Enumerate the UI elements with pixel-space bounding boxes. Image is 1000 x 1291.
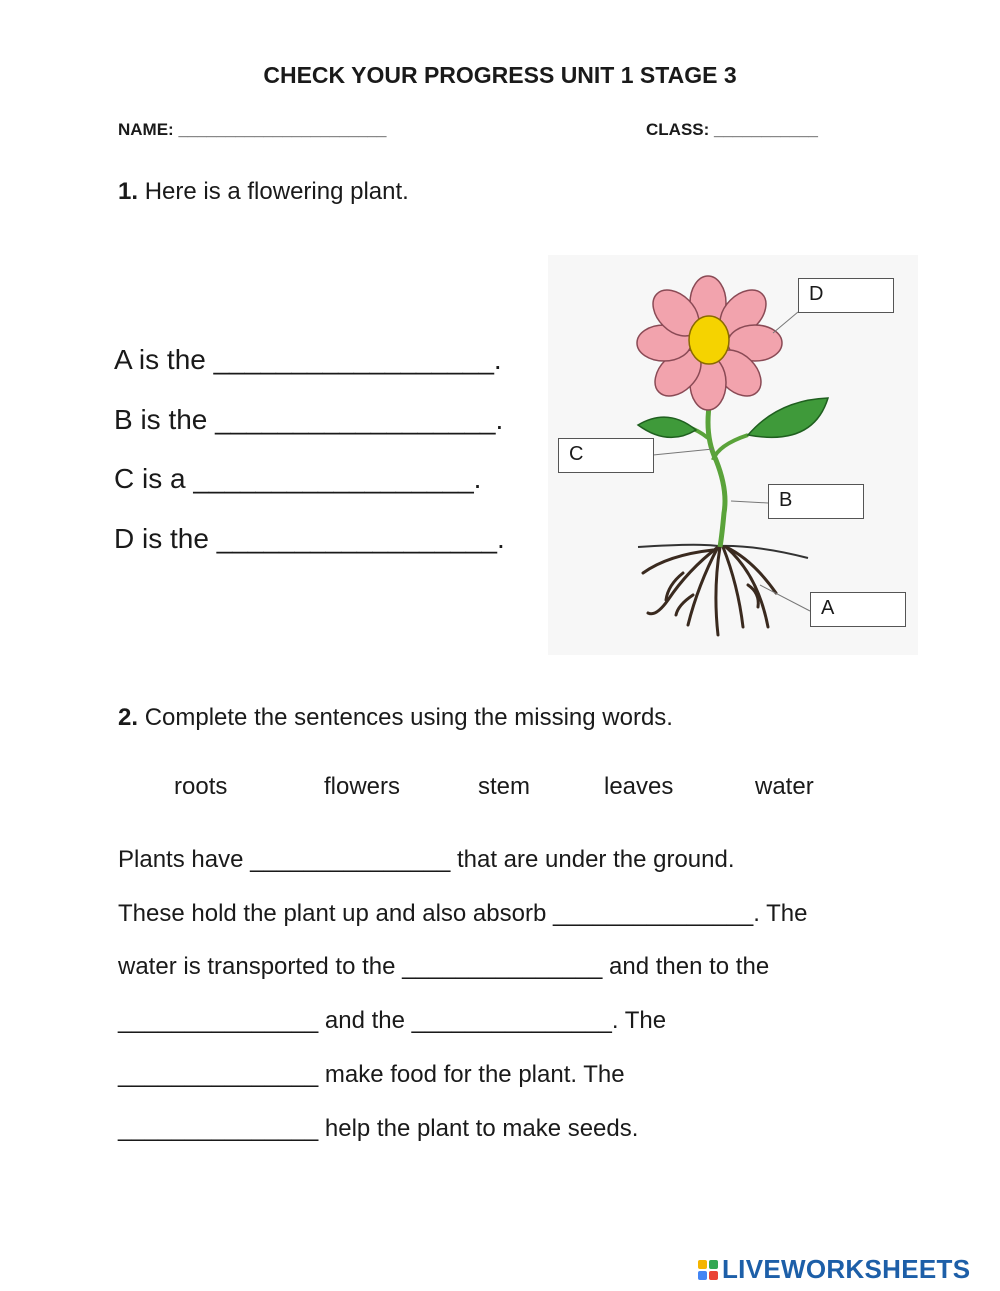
cloze-sentence-6: _______________ help the plant to make seeds. xyxy=(118,1115,639,1142)
question-1-prompt: Here is a flowering plant. xyxy=(144,178,409,205)
word-bank-item: leaves xyxy=(604,773,674,800)
diagram-label-b: B xyxy=(768,484,864,519)
word-bank-item: roots xyxy=(174,773,228,800)
part-c-sentence: C is a __________________. xyxy=(114,463,482,494)
cloze-sentence-5: _______________ make food for the plant. The xyxy=(118,1061,625,1088)
word-bank-item: water xyxy=(755,773,814,800)
question-2-heading xyxy=(118,704,673,732)
question-2-number: 2. xyxy=(118,704,139,731)
part-d-sentence: D is the __________________. xyxy=(114,523,505,554)
class-field-label: CLASS: ___________ xyxy=(646,120,819,139)
cloze-sentence-3: water is transported to the _______________ and then to the xyxy=(118,953,770,980)
word-bank-item: flowers xyxy=(324,773,401,800)
liveworksheets-logo-icon xyxy=(698,1260,718,1280)
question-1-heading xyxy=(118,178,409,206)
diagram-label-c: C xyxy=(558,438,654,473)
word-bank-item: stem xyxy=(478,773,531,800)
cloze-sentence-4: _______________ and the _______________. The xyxy=(118,1007,667,1034)
logo-text: LIVEWORKSHEETS xyxy=(722,1254,971,1284)
diagram-label-d: D xyxy=(798,278,894,313)
cloze-sentence-1: Plants have _______________ that are under the ground. xyxy=(118,846,735,873)
part-b-sentence: B is the __________________. xyxy=(114,404,504,435)
flower-centre-drawing xyxy=(689,316,729,364)
question-1-number: 1. xyxy=(118,178,139,205)
part-a-sentence: A is the __________________. xyxy=(114,344,502,375)
diagram-label-a: A xyxy=(810,592,906,627)
worksheet-title: CHECK YOUR PROGRESS UNIT 1 STAGE 3 xyxy=(263,62,737,88)
name-field-label: NAME: ______________________ xyxy=(118,120,387,139)
question-2-prompt: Complete the sentences using the missing words. xyxy=(144,704,673,731)
liveworksheets-logo xyxy=(698,1254,970,1285)
cloze-sentence-2: These hold the plant up and also absorb _______________. The xyxy=(118,900,808,927)
